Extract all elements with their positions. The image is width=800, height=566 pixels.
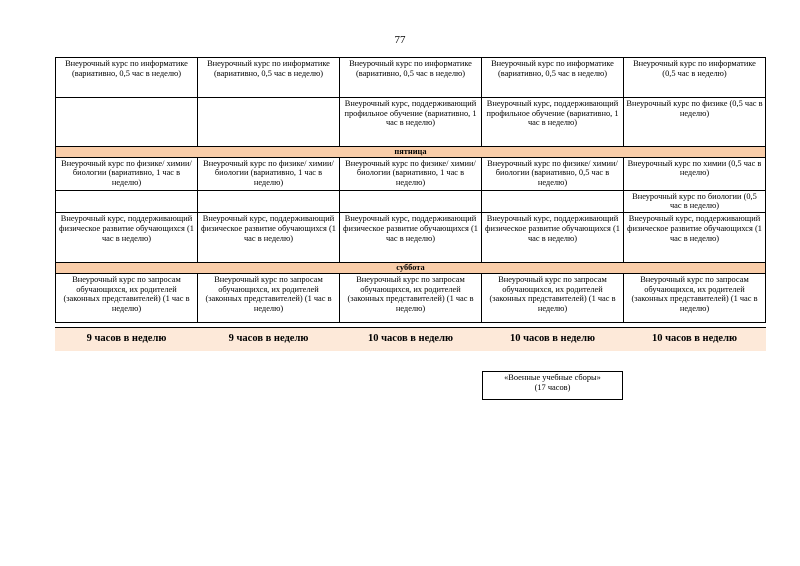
table-cell: Внеурочный курс, поддерживающий профильное обучение (вариативно, 1 час в неделю) [482,98,624,147]
table-row-requests [56,273,766,322]
day-header-friday [56,147,766,158]
table-cell: Внеурочный курс, поддерживающий физическое развитие обучающихся (1 час в неделю) [56,213,198,263]
schedule-table [55,57,766,351]
table-cell: Внеурочный курс по запросам обучающихся, их родителей (законных представителей) (1 час в неделю) [482,273,624,322]
table-row-informatics [56,58,766,98]
total-cell: 10 часов в неделю [482,327,624,350]
table-cell [56,98,198,147]
table-cell: Внеурочный курс по биологии (0,5 час в неделю) [624,190,766,212]
table-cell: Внеурочный курс, поддерживающий физическое развитие обучающихся (1 час в неделю) [624,213,766,263]
table-row-totals [56,327,766,350]
table-cell: Внеурочный курс по информатике (0,5 час в неделю) [624,58,766,98]
table-cell: Внеурочный курс, поддерживающий физическое развитие обучающихся (1 час в неделю) [198,213,340,263]
table-row-biology [56,190,766,212]
table-cell: Внеурочный курс по физике/ химии/ биологии (вариативно, 0,5 час в неделю) [482,157,624,190]
day-label: пятница [56,147,766,158]
military-training-box [482,371,623,400]
table-cell: Внеурочный курс по физике/ химии/ биологии (вариативно, 1 час в неделю) [340,157,482,190]
total-cell: 9 часов в неделю [56,327,198,350]
military-training-hours: (17 часов) [534,383,571,392]
table-cell: Внеурочный курс по запросам обучающихся, их родителей (законных представителей) (1 час в неделю) [340,273,482,322]
total-cell: 10 часов в неделю [340,327,482,350]
total-cell: 10 часов в неделю [624,327,766,350]
day-label: суббота [56,263,766,274]
day-header-saturday [56,263,766,274]
table-cell: Внеурочный курс по информатике (вариативно, 0,5 час в неделю) [56,58,198,98]
table-cell [482,190,624,212]
table-row-physical [56,213,766,263]
table-cell: Внеурочный курс, поддерживающий физическое развитие обучающихся (1 час в неделю) [482,213,624,263]
table-cell: Внеурочный курс по химии (0,5 час в неделю) [624,157,766,190]
table-cell: Внеурочный курс по запросам обучающихся, их родителей (законных представителей) (1 час в неделю) [624,273,766,322]
table-cell: Внеурочный курс по информатике (вариативно, 0,5 час в неделю) [340,58,482,98]
table-cell: Внеурочный курс по физике (0,5 час в неделю) [624,98,766,147]
table-cell: Внеурочный курс по запросам обучающихся, их родителей (законных представителей) (1 час в неделю) [56,273,198,322]
table-cell: Внеурочный курс по физике/ химии/ биологии (вариативно, 1 час в неделю) [56,157,198,190]
table-cell [340,190,482,212]
table-cell: Внеурочный курс по информатике (вариативно, 0,5 час в неделю) [482,58,624,98]
military-training-title: «Военные учебные сборы» [504,373,601,382]
table-cell: Внеурочный курс, поддерживающий профильное обучение (вариативно, 1 час в неделю) [340,98,482,147]
table-cell: Внеурочный курс по физике/ химии/ биологии (вариативно, 1 час в неделю) [198,157,340,190]
page-number: 77 [394,34,406,46]
table-row-profile [56,98,766,147]
table-cell [56,190,198,212]
table-cell: Внеурочный курс по запросам обучающихся, их родителей (законных представителей) (1 час в неделю) [198,273,340,322]
table-cell [198,98,340,147]
table-cell: Внеурочный курс по информатике (вариативно, 0,5 час в неделю) [198,58,340,98]
total-cell: 9 часов в неделю [198,327,340,350]
table-cell: Внеурочный курс, поддерживающий физическое развитие обучающихся (1 час в неделю) [340,213,482,263]
table-row-science [56,157,766,190]
table-cell [198,190,340,212]
